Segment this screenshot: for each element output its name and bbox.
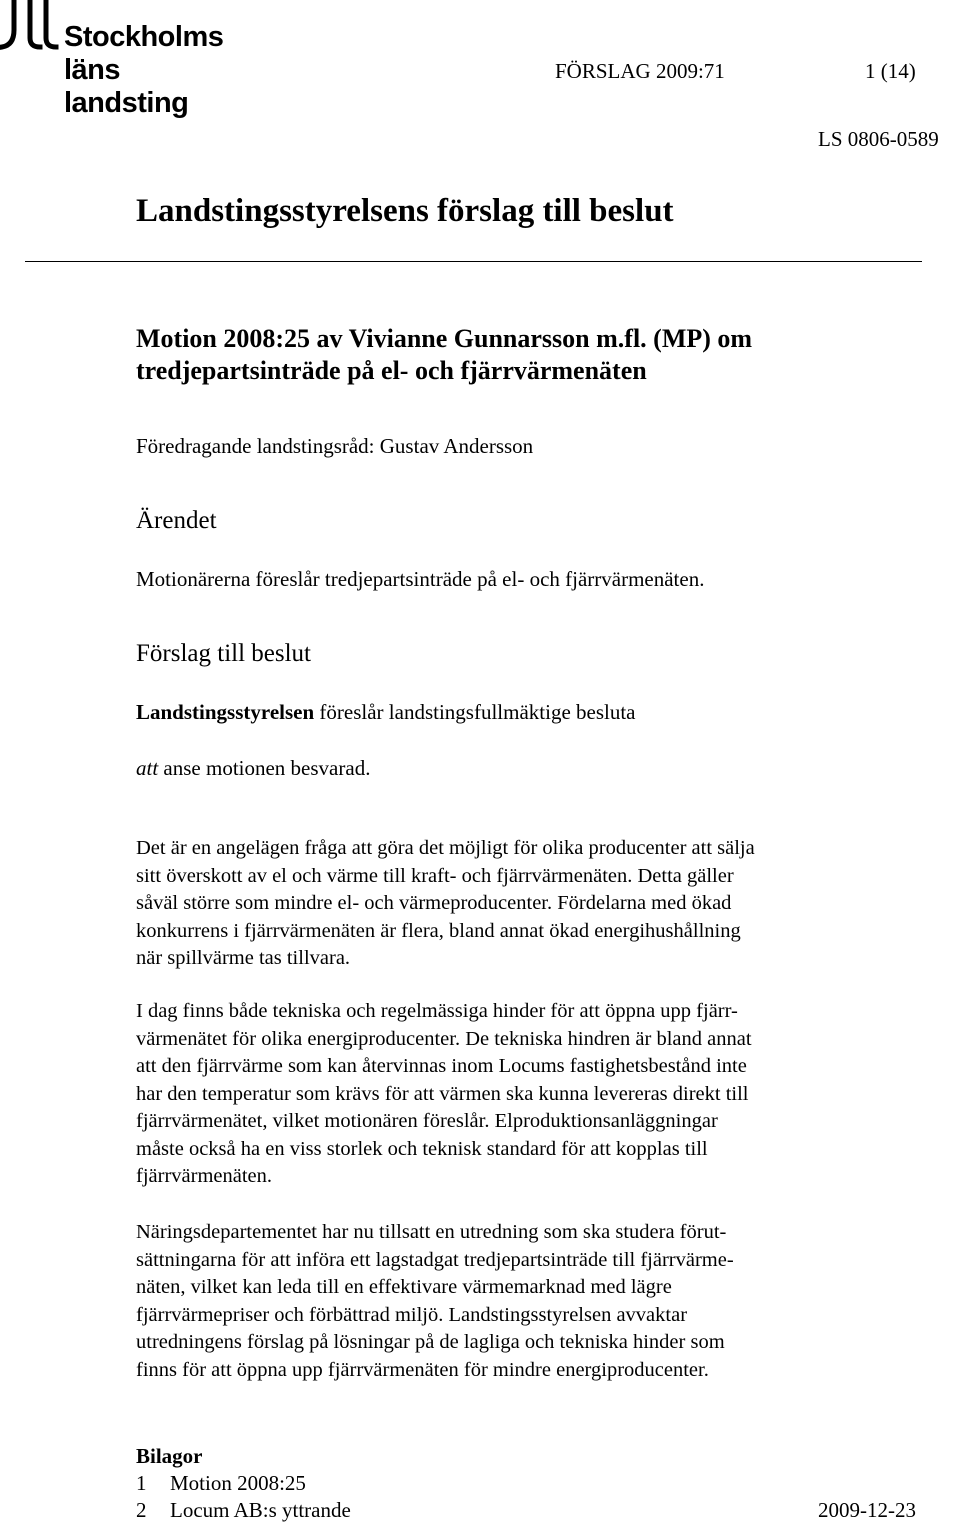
presenter: Föredragande landstingsråd: Gustav Andersson [136, 434, 534, 458]
body-paragraph-2 [136, 998, 896, 1191]
sll-logo [0, 0, 224, 119]
attachment-2-number: 2 [136, 1498, 147, 1522]
sll-logo-mark-icon [0, 0, 64, 54]
proposal-lead [136, 700, 636, 725]
title-divider [25, 261, 922, 262]
paragraph-line: att den fjärrvärme som kan återvinnas inom Locums fastighetsbestånd inte [136, 1055, 747, 1077]
reference-number: LS 0806-0589 [818, 127, 939, 151]
paragraph-line: konkurrens i fjärrvärmenäten är flera, bland annat ökad energihushållning [136, 919, 741, 942]
body-paragraph-1 [136, 835, 896, 973]
arendet-text: Motionärerna föreslår tredjepartsinträde på el- och fjärrvärmenäten. [136, 567, 705, 591]
paragraph-line: värmenätet för olika energiproducenter. De tekniska hindren är bland annat [136, 1027, 752, 1050]
document-id: FÖRSLAG 2009:71 [555, 59, 725, 83]
attachment-1-number: 1 [136, 1471, 147, 1495]
body-paragraph-3 [136, 1219, 896, 1384]
paragraph-line: såväl större som mindre el- och värmeproducenter. Fördelarna med ökad [136, 892, 732, 914]
page-number: 1 (14) [865, 59, 916, 83]
paragraph-line: finns för att öppna upp fjärrvärmenäten för mindre energiproducenter. [136, 1358, 709, 1381]
paragraph-line: fjärrvärmepriser och förbättrad miljö. Landstingsstyrelsen avvaktar [136, 1303, 688, 1326]
logo-text: Stockholms läns landsting [64, 21, 224, 119]
attachment-1-label: Motion 2008:25 [170, 1471, 306, 1495]
motion-heading-line-2: tredjepartsinträde på el- och fjärrvärmenäten [136, 356, 647, 385]
paragraph-line: måste också ha en viss storlek och teknisk standard för att kopplas till [136, 1137, 708, 1160]
paragraph-line: fjärrvärmenätet, vilket motionären föreslår. Elproduktionsanläggningar [136, 1110, 718, 1132]
paragraph-line: näten, vilket kan leda till en effektivare värmemarknad med lägre [136, 1276, 672, 1298]
paragraph-line: sättningarna för att införa ett lagstadgat tredjepartsinträde till fjärrvärme- [136, 1248, 734, 1271]
section-heading-forslag: Förslag till beslut [136, 640, 311, 667]
paragraph-line: Det är en angelägen fråga att göra det möjligt för olika producenter att sälja [136, 837, 755, 859]
paragraph-line: fjärrvärmenäten. [136, 1165, 273, 1187]
attachment-2-label: Locum AB:s yttrande [170, 1498, 351, 1522]
decision-att: att [136, 756, 159, 780]
attachment-2-date: 2009-12-23 [818, 1498, 916, 1522]
section-heading-arendet: Ärendet [136, 507, 217, 534]
motion-heading-line-1: Motion 2008:25 av Vivianne Gunnarsson m.fl. (MP) om [136, 324, 753, 353]
paragraph-line: utredningens förslag på lösningar på de lagliga och tekniska hinder som [136, 1331, 725, 1353]
page-title: Landstingsstyrelsens förslag till beslut [136, 193, 674, 229]
paragraph-line: har den temperatur som krävs för att värmen ska kunna levereras direkt till [136, 1082, 749, 1105]
proposal-lead-rest: föreslår landstingsfullmäktige besluta [314, 700, 636, 724]
motion-heading [136, 323, 916, 387]
paragraph-line: Näringsdepartementet har nu tillsatt en utredning som ska studera förut- [136, 1221, 727, 1243]
decision-text: anse motionen besvarad. [158, 756, 371, 780]
paragraph-line: I dag finns både tekniska och regelmässiga hinder för att öppna upp fjärr- [136, 1000, 738, 1022]
decision [136, 756, 370, 781]
proposal-lead-bold: Landstingsstyrelsen [136, 700, 315, 724]
paragraph-line: när spillvärme tas tillvara. [136, 947, 351, 969]
paragraph-line: sitt överskott av el och värme till kraft- och fjärrvärmenäten. Detta gäller [136, 864, 734, 887]
attachments-heading: Bilagor [136, 1444, 203, 1468]
